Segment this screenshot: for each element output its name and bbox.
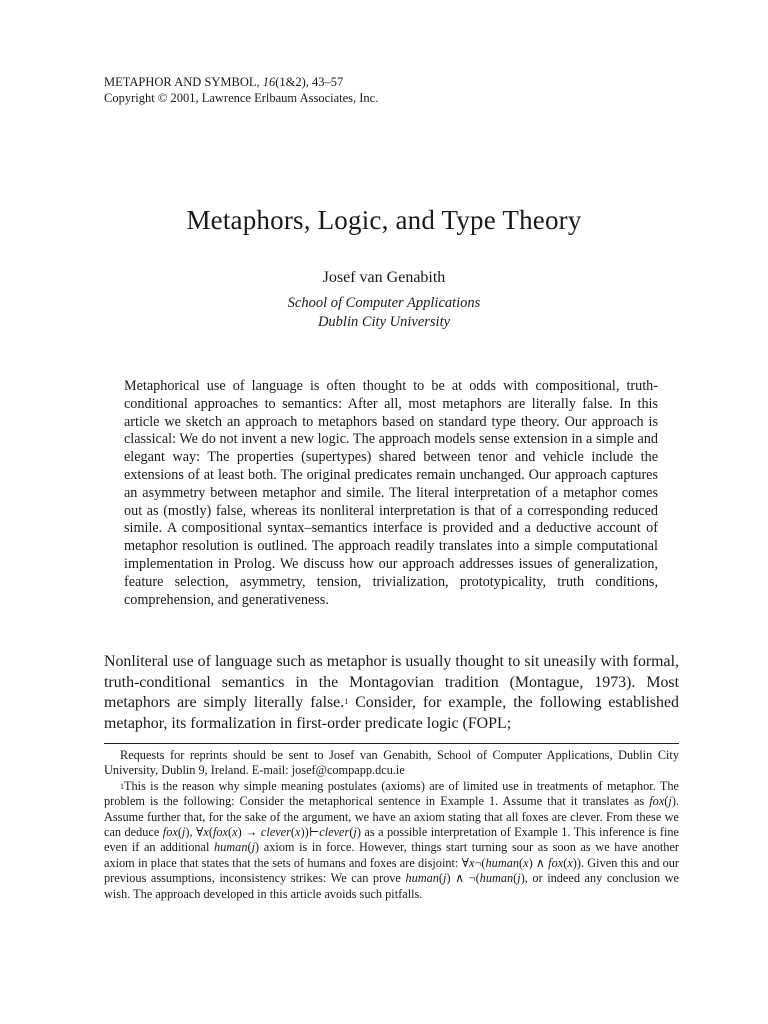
journal-issue-pages: (1&2), 43–57: [275, 75, 344, 89]
footnote-text: (: [290, 825, 296, 840]
footnote-text: (: [563, 855, 568, 870]
affiliation-university: Dublin City University: [317, 314, 451, 330]
footnote-text: )). Given this and our previous assumptions, inconsistency strikes: We can prove: [104, 855, 680, 886]
author-name: Josef van Genabith: [322, 269, 446, 286]
footnote-divider: [104, 743, 679, 744]
footnote-text: ) →: [237, 825, 261, 840]
footnote-1-mark: 1: [120, 781, 124, 791]
footnote-math: j: [443, 871, 447, 886]
footnote-math: j: [353, 825, 357, 840]
footnote-text: (: [513, 871, 518, 886]
journal-header: [104, 74, 378, 106]
footnote-math: human: [479, 871, 514, 886]
footnote-math: fox: [162, 825, 178, 840]
footnote-text: ) ∧: [528, 855, 549, 870]
footnote-math: j: [251, 840, 256, 855]
journal-name: METAPHOR AND SYMBOL,: [104, 75, 260, 89]
footnote-math: fox: [212, 825, 228, 840]
abstract: Metaphorical use of language is often thought to be at odds with compositional, truth-conditional approaches to semantics: After all, most metaphors are literally false. In this article we sketch an approach to metaphors based on standard type theory. Our approach is classical: We do not invent a new logic. The approach models sense extension in a simple and elegant way: The properties (supertypes) shared between tenor and vehicle include the extensions of at least both. The original predicates remain unchanged. Our approach captures an asymmetry between metaphor and simile. The literal interpretation of a metaphor comes out as (mostly) false, whereas its nonliteral interpretation is that of a corresponding reduced simile. A compositional syntax–semantics interface is provided and a deductive account of metaphor resolution is outlined. The approach readily translates into a simple computational implementation in Prolog. We discuss how our approach addresses issues of generalization, feature selection, asymmetry, tension, trivialization, prototypicality, truth conditions, comprehension, and generativeness.: [124, 378, 658, 608]
footnote-text: (: [177, 825, 182, 840]
footnote-math: x: [295, 825, 301, 840]
footnote-text: (: [438, 871, 444, 886]
footnote-text: (: [664, 794, 669, 809]
footnote-math: x: [523, 855, 529, 870]
footnote-math: clever: [260, 825, 291, 840]
footnote-math: j: [181, 825, 186, 840]
footnote-text: ). Assume further that, for the sake of the argument, we have an axiom stating that all foxes are clever. From these we can deduce: [104, 794, 679, 840]
footnote-math: j: [668, 794, 672, 809]
footnote-text: ) as a possible interpretation of Example 1. This inference is fine even if an additional: [104, 825, 679, 855]
footnote-math: human: [214, 840, 248, 855]
footnote-math: human: [405, 871, 439, 886]
footnote-text: (: [208, 825, 213, 840]
footnote-1: [104, 779, 679, 902]
footnote-reference-1[interactable]: 1: [344, 697, 349, 707]
footnote-math: x: [567, 855, 573, 870]
footnote-math: j: [517, 871, 521, 886]
affiliation-school: School of Computer Applications: [287, 295, 481, 311]
footnote-math: fox: [649, 794, 665, 809]
article-title: Metaphors, Logic, and Type Theory: [186, 205, 582, 235]
copyright-line: Copyright © 2001, Lawrence Erlbaum Associates, Inc.: [104, 91, 379, 105]
footnote-text: (: [228, 825, 233, 840]
footnote-text: ¬(: [474, 855, 486, 870]
body-paragraph: [104, 652, 679, 734]
footnote-text: This is the reason why simple meaning postulates (axioms) are of limited use in treatments of metaphor. The problem is the following: Consider the metaphorical sentence in Example 1. Assume that it translates as: [104, 778, 679, 809]
footnote-math: x: [232, 825, 238, 840]
footnote-reprints: Requests for reprints should be sent to Josef van Genabith, School of Computer Applications, Dublin City University, Dublin 9, Ireland. E-mail: josef@compapp.dcu.ie: [104, 748, 679, 778]
journal-citation: [104, 74, 378, 90]
footnote-text: (: [247, 840, 252, 855]
footnote-math: x: [203, 825, 209, 840]
footnote-text: ) ∧ ¬(: [446, 871, 480, 886]
footnote-text: (: [349, 825, 354, 840]
footnote-text: ), ∀: [185, 825, 204, 840]
body-text-part1: Nonliteral use of language such as metaphor is usually thought to sit uneasily with formal, truth-conditional semantics in the Montagovian tradition (Montague, 1973). Most metaphors are simply literally false.: [104, 653, 679, 712]
footnotes: [104, 748, 679, 902]
footnote-text: (: [519, 855, 524, 870]
footnote-math: human: [485, 855, 519, 870]
footnote-text: ), or indeed any conclusion we wish. The approach developed in this article avoids such pitfalls.: [104, 871, 679, 901]
body-text-part2: Consider, for example, the following established metaphor, its formalization in first-order predicate logic (FOPL;: [104, 694, 679, 732]
footnote-math: x: [469, 855, 475, 870]
footnote-text: ) axiom is in force. However, things start turning sour as soon as we have another axiom in place that states that the sets of humans and foxes are disjoint: ∀: [104, 840, 679, 870]
footnote-math: clever: [319, 825, 350, 840]
journal-volume: 16: [262, 75, 276, 89]
footnote-math: fox: [548, 855, 564, 870]
footnote-text: ))⊢: [300, 825, 320, 840]
author-affiliation: [0, 294, 768, 332]
